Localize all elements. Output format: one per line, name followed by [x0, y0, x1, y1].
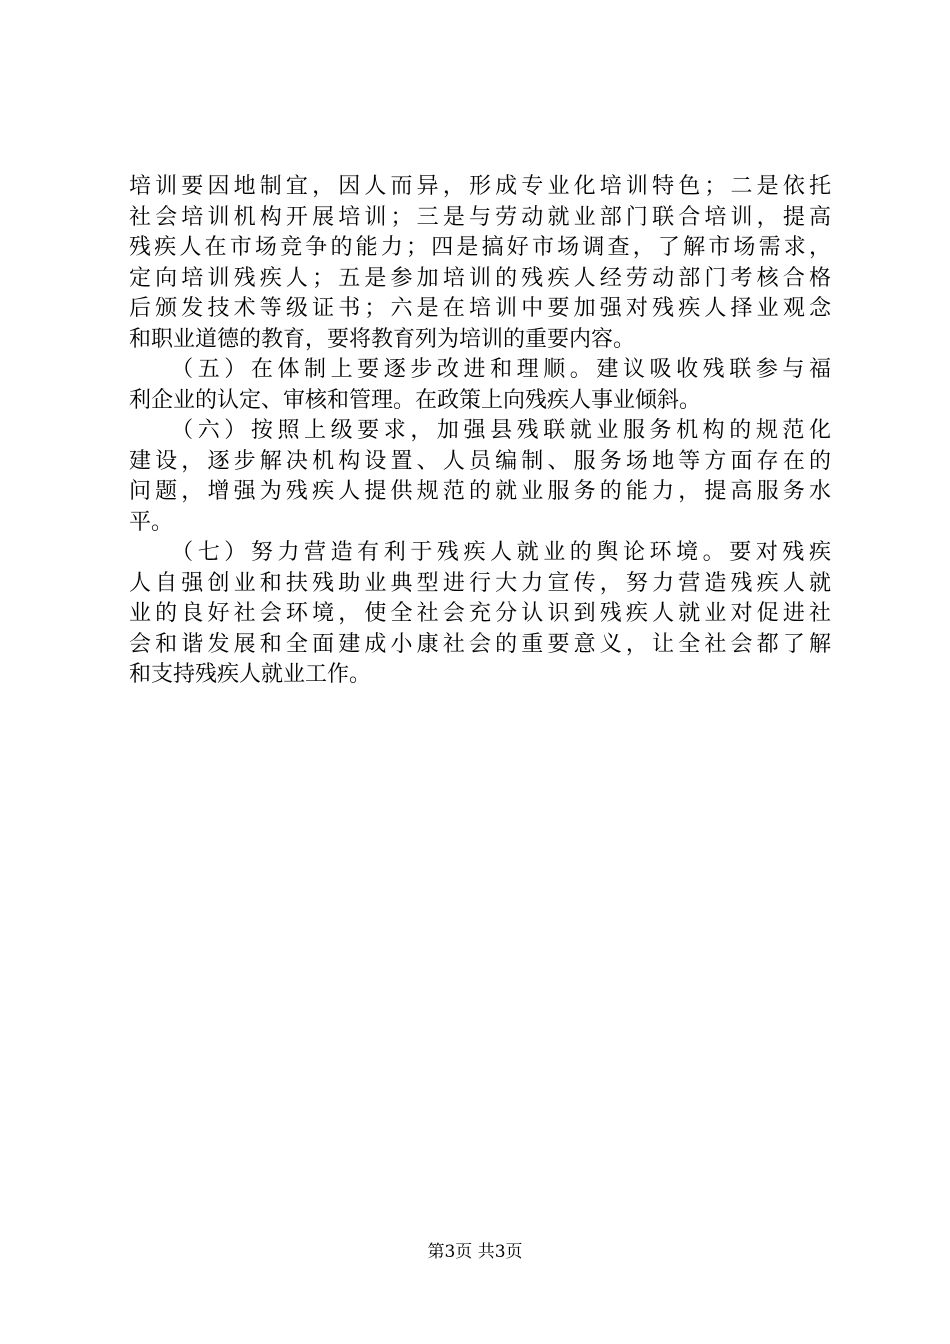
text-line: 会和谐发展和全面建成小康社会的重要意义，让全社会都了解 — [129, 631, 831, 657]
text-line: 问题，增强为残疾人提供规范的就业服务的能力，提高服务水 — [129, 479, 831, 504]
body-text — [129, 172, 831, 691]
text-line: 利企业的认定、审核和管理。在政策上向残疾人事业倾斜。 — [129, 387, 702, 413]
paragraph-5-start: （五）在体制上要逐步改进和理顺。建议吸收残联参与福 — [129, 357, 831, 382]
text-line: 业的良好社会环境，使全社会充分认识到残疾人就业对促进社 — [129, 601, 831, 626]
text-line: 社会培训机构开展培训；三是与劳动就业部门联合培训，提高 — [129, 204, 831, 230]
paragraph-6-start: （六）按照上级要求，加强县残联就业服务机构的规范化 — [129, 418, 831, 443]
text-line: 建设，逐步解决机构设置、人员编制、服务场地等方面存在的 — [129, 448, 831, 474]
text-line: 和支持残疾人就业工作。 — [129, 662, 372, 687]
page-footer: 第3页 共3页 — [427, 1242, 523, 1262]
text-line: 平。 — [129, 509, 174, 535]
text-line: 和职业道德的教育，要将教育列为培训的重要内容。 — [129, 326, 636, 352]
text-line: 培训要因地制宜，因人而异，形成专业化培训特色；二是依托 — [129, 174, 831, 199]
text-line: 残疾人在市场竞争的能力；四是搞好市场调查，了解市场需求， — [129, 235, 831, 260]
text-line: 人自强创业和扶残助业典型进行大力宣传，努力营造残疾人就 — [129, 570, 831, 596]
paragraph-7-start: （七）努力营造有利于残疾人就业的舆论环境。要对残疾 — [129, 540, 831, 565]
text-line: 后颁发技术等级证书；六是在培训中要加强对残疾人择业观念 — [129, 296, 831, 321]
text-line: 定向培训残疾人；五是参加培训的残疾人经劳动部门考核合格 — [129, 265, 831, 291]
